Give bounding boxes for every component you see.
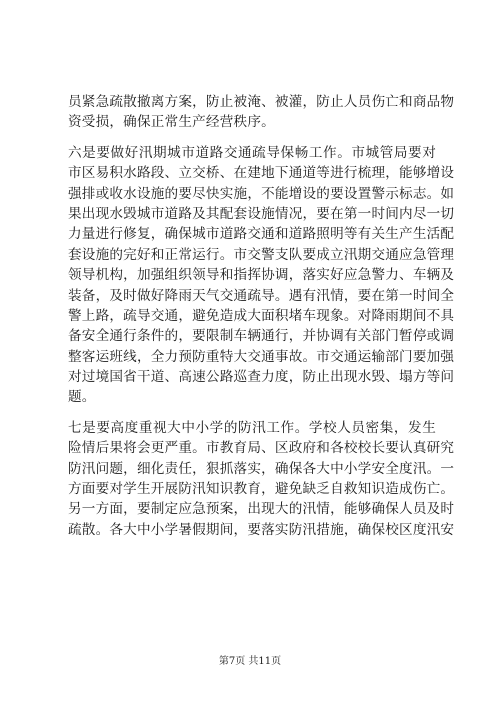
text-line: 整客运班线，全力预防重特大交通事故。市交通运输部门要加强 (68, 348, 455, 365)
text-line: 险情后果将会更严重。市教育局、区政府和各校校长要认真研究 (68, 440, 455, 457)
text-line: 警上路，疏导交通，避免造成大面积堵车现象。对降雨期间不具 (68, 307, 455, 324)
text-line: 题。 (68, 389, 96, 406)
text-line: 强排或收水设施的要尽快实施，不能增设的要设置警示标志。如 (68, 185, 455, 202)
text-line: 防汛问题，细化责任，狠抓落实，确保各大中小学安全度汛。一 (68, 460, 455, 477)
text-line: 备安全通行条件的，要限制车辆通行，并协调有关部门暂停或调 (68, 328, 455, 345)
page-number-footer: 第7页 共11页 (218, 656, 282, 667)
text-line: 资受损，确保正常生产经营秩序。 (68, 114, 275, 131)
text-line: 员紧急疏散撤离方案，防止被淹、被灌，防止人员伤亡和商品物 (68, 94, 455, 110)
text-line: 市区易积水路段、立交桥、在建地下通道等进行梳理，能够增设 (68, 165, 455, 182)
text-line: 领导机构，加强组织领导和指挥协调，落实好应急警力、车辆及 (68, 267, 455, 284)
text-line: 对过境国省干道、高速公路巡查力度，防止出现水毁、塌方等问 (68, 369, 455, 386)
text-line: 力量进行修复，确保城市道路交通和道路照明等有关生产生活配 (68, 226, 455, 243)
text-line: 果出现水毁城市道路及其配套设施情况，要在第一时间内尽一切 (68, 205, 455, 222)
text-line: 装备，及时做好降雨天气交通疏导。遇有汛情，要在第一时间全 (68, 287, 455, 304)
text-line: 套设施的完好和正常运行。市交警支队要成立汛期交通应急管理 (68, 246, 455, 263)
text-line: 疏散。各大中小学暑假期间，要落实防汛措施，确保校区度汛安 (68, 521, 455, 538)
text-line: 方面要对学生开展防汛知识教育，避免缺乏自救知识造成伤亡。 (68, 481, 455, 498)
paragraph-gap (68, 408, 436, 418)
paragraph-start-line: 六是要做好汛期城市道路交通疏导保畅工作。市城管局要对 (68, 144, 436, 161)
paragraph-gap (68, 133, 436, 143)
paragraph-start-line: 七是要高度重视大中小学的防汛工作。学校人员密集，发生 (68, 419, 436, 436)
document-body (68, 92, 455, 540)
text-line: 另一方面，要制定应急预案，出现大的汛情，能够确保人员及时 (68, 501, 455, 518)
